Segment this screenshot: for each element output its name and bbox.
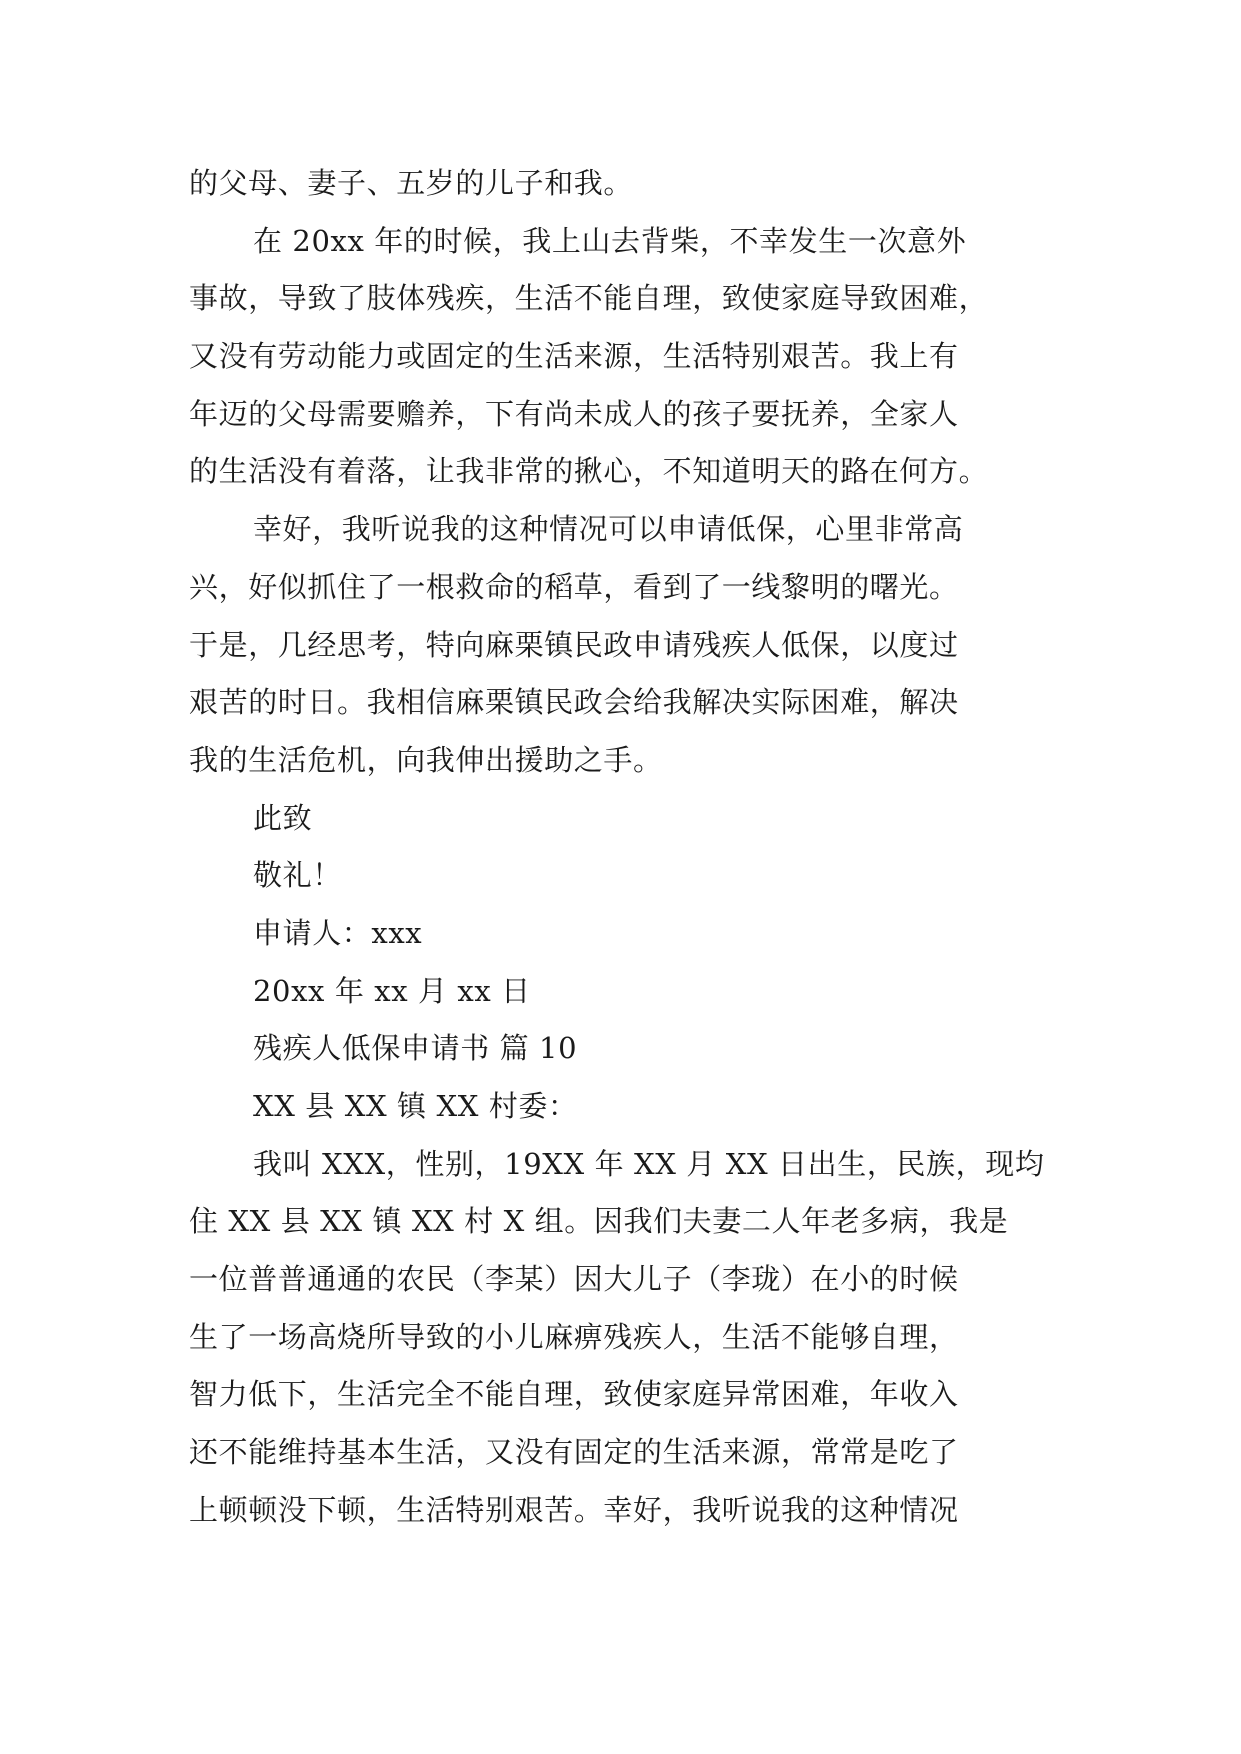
text-line: 还不能维持基本生活，又没有固定的生活来源，常常是吃了: [189, 1435, 959, 1470]
text-line: 的生活没有着落，让我非常的揪心，不知道明天的路在何方。: [189, 454, 989, 489]
text-line: 年迈的父母需要赡养，下有尚未成人的孩子要抚养，全家人: [189, 396, 959, 431]
text-line: 的父母、妻子、五岁的儿子和我。: [189, 166, 634, 200]
application-date: 20xx 年 xx 月 xx 日: [253, 973, 531, 1008]
text-line: 艰苦的时日。我相信麻栗镇民政会给我解决实际困难，解决: [189, 685, 959, 720]
paragraph-start-line: 在 20xx 年的时候，我上山去背柴，不幸发生一次意外: [253, 223, 967, 258]
text-line: 于是，几经思考，特向麻栗镇民政申请残疾人低保，以度过: [189, 627, 959, 662]
text-line: 兴，好似抓住了一根救命的稻草，看到了一线黎明的曙光。: [189, 569, 959, 604]
closing-salutation: 此致: [253, 800, 313, 835]
text-line: 住 XX 县 XX 镇 XX 村 X 组。因我们夫妻二人年老多病，我是: [189, 1204, 1009, 1239]
applicant-signature: 申请人：xxx: [253, 915, 423, 950]
text-line: 智力低下，生活完全不能自理，致使家庭异常困难，年收入: [189, 1377, 959, 1412]
text-line: 上顿顿没下顿，生活特别艰苦。幸好，我听说我的这种情况: [189, 1492, 959, 1527]
text-line: 又没有劳动能力或固定的生活来源，生活特别艰苦。我上有: [189, 339, 959, 374]
text-line: 一位普普通通的农民（李某）因大儿子（李珑）在小的时候: [189, 1262, 959, 1297]
section-heading: 残疾人低保申请书 篇 10: [253, 1031, 578, 1066]
text-line: 我的生活危机，向我伸出援助之手。: [189, 742, 663, 777]
text-line: 生了一场高烧所导致的小儿麻痹残疾人，生活不能够自理，: [189, 1319, 959, 1354]
closing-regards: 敬礼！: [253, 858, 342, 893]
paragraph-start-line: 我叫 XXX，性别，19XX 年 XX 月 XX 日出生，民族，现均: [253, 1146, 1045, 1181]
document-body: [189, 155, 1049, 1540]
paragraph-start-line: 幸好，我听说我的这种情况可以申请低保，心里非常高: [253, 512, 964, 547]
addressee: XX 县 XX 镇 XX 村委：: [253, 1089, 578, 1123]
text-line: 事故，导致了肢体残疾，生活不能自理，致使家庭导致困难，: [189, 281, 989, 316]
